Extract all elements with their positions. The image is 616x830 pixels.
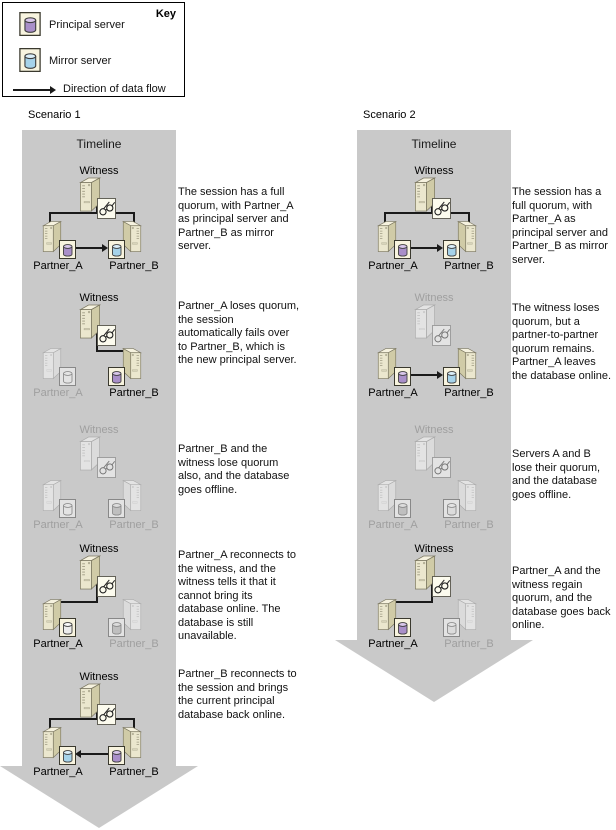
offline-database-icon: [59, 618, 76, 637]
witness-label: Witness: [414, 292, 454, 304]
partner-a-server-icon: [377, 348, 411, 386]
witness-label: Witness: [79, 165, 119, 177]
partner-a-server-icon: [42, 480, 76, 518]
witness-label: Witness: [79, 671, 119, 683]
partner-b-label: Partner_B: [444, 260, 494, 272]
server-tower-icon: [457, 221, 477, 253]
witness-server-icon: [414, 555, 451, 597]
server-tower-icon: [122, 480, 142, 512]
witness-glasses-icon: [97, 704, 116, 725]
scenario2-title: Scenario 2: [363, 109, 416, 121]
partner-b-label: Partner_B: [444, 519, 494, 531]
partner-b-server-icon: [108, 599, 142, 637]
principal-database-icon: [108, 618, 125, 637]
offline-database-icon: [59, 367, 76, 386]
mirror-database-icon: [443, 367, 460, 386]
mirror-database-icon: [443, 618, 460, 637]
partner-b-server-icon: [443, 221, 477, 259]
witness-server-icon: [414, 304, 451, 346]
partner-a-server-icon: [42, 221, 76, 259]
scenario2-stage3: [357, 424, 511, 536]
principal-database-icon: [394, 618, 411, 637]
scenario1-timeline-label: Timeline: [76, 137, 122, 151]
partner-a-label: Partner_A: [368, 260, 418, 272]
partner-b-label: Partner_B: [109, 260, 159, 272]
scenario1-stage1: [22, 165, 176, 277]
partner-b-server-icon: [108, 348, 142, 386]
principal-database-icon: [108, 367, 125, 386]
server-tower-icon: [457, 480, 477, 512]
partner-b-server-icon: [108, 727, 142, 765]
witness-label: Witness: [79, 292, 119, 304]
witness-label: Witness: [79, 424, 119, 436]
key-title: Key: [155, 8, 176, 20]
partner-b-server-icon: [443, 599, 477, 637]
stage-description: The session has a full quorum, with Partner_A as principal server and Partner_B as mirror server.: [512, 186, 608, 266]
witness-label: Witness: [414, 424, 454, 436]
partner-a-label: Partner_A: [33, 766, 83, 778]
witness-glasses-icon: [97, 325, 116, 346]
principal-database-icon: [394, 367, 411, 386]
partner-a-label: Partner_A: [368, 638, 418, 650]
witness-glasses-icon: [432, 457, 451, 478]
witness-label: Witness: [414, 165, 454, 177]
data-flow-arrow-icon: [13, 89, 51, 91]
witness-glasses-icon: [432, 198, 451, 219]
stage-description: Partner_B and the witness lose quorum also, and the database goes offline.: [178, 443, 290, 496]
witness-server-icon: [79, 177, 116, 219]
server-tower-icon: [457, 599, 477, 631]
stage-description: Partner_B reconnects to the session and brings the current principal database back online.: [178, 668, 297, 721]
partner-a-label: Partner_A: [33, 638, 83, 650]
mirror-database-icon: [443, 240, 460, 259]
partner-b-server-icon: [443, 348, 477, 386]
stage-description: The session has a full quorum, with Partner_A as principal server and Partner_B as mirror server.: [178, 186, 293, 252]
server-tower-icon: [122, 221, 142, 253]
witness-server-icon: [79, 436, 116, 478]
stage-description: Servers A and B lose their quorum, and the database goes offline.: [512, 448, 601, 501]
witness-server-icon: [414, 436, 451, 478]
key-box: [2, 2, 185, 97]
witness-server-icon: [79, 683, 116, 725]
offline-database-icon: [59, 499, 76, 518]
mirror-database-icon: [108, 240, 125, 259]
key-flow-label: Direction of data flow: [63, 83, 166, 95]
witness-server-icon: [414, 177, 451, 219]
partner-a-server-icon: [377, 480, 411, 518]
partner-b-server-icon: [108, 480, 142, 518]
partner-b-label: Partner_B: [444, 638, 494, 650]
partner-a-label: Partner_A: [33, 260, 83, 272]
stage-description: The witness loses quorum, but a partner-to-partner quorum remains. Partner_A leaves the database online.: [512, 302, 612, 382]
key-principal-label: Principal server: [49, 19, 125, 31]
witness-glasses-icon: [97, 457, 116, 478]
stage-description: Partner_A and the witness regain quorum, and the database goes back online.: [512, 565, 611, 631]
partner-a-server-icon: [377, 599, 411, 637]
server-tower-icon: [457, 348, 477, 380]
stage-description: Partner_A loses quorum, the session automatically fails over to Partner_B, which is the new principal server.: [178, 300, 300, 366]
server-tower-icon: [122, 727, 142, 759]
server-tower-icon: [122, 348, 142, 380]
principal-database-icon: [19, 12, 41, 36]
witness-glasses-icon: [97, 198, 116, 219]
partner-b-label: Partner_B: [444, 387, 494, 399]
key-mirror-label: Mirror server: [49, 55, 112, 67]
witness-server-icon: [79, 304, 116, 346]
scenario2-stage1: [357, 165, 511, 277]
witness-glasses-icon: [432, 325, 451, 346]
data-flow-arrowhead-icon: [50, 86, 56, 94]
mirror-database-icon: [59, 746, 76, 765]
partner-b-server-icon: [443, 480, 477, 518]
partner-a-label: Partner_A: [368, 519, 418, 531]
principal-database-icon: [108, 499, 125, 518]
partner-a-server-icon: [42, 727, 76, 765]
scenario1-stage3: [22, 424, 176, 536]
stage-description: Partner_A reconnects to the witness, and the witness tells it that it cannot bring its database online. The database is still unavailable.: [178, 549, 297, 642]
partner-a-label: Partner_A: [368, 387, 418, 399]
witness-label: Witness: [79, 543, 119, 555]
partner-b-label: Partner_B: [109, 638, 159, 650]
partner-b-label: Partner_B: [109, 387, 159, 399]
mirror-database-icon: [19, 48, 41, 72]
principal-database-icon: [59, 240, 76, 259]
witness-label: Witness: [414, 543, 454, 555]
scenario2-stage4: [357, 543, 511, 655]
partner-b-label: Partner_B: [109, 766, 159, 778]
scenario1-stage2: [22, 292, 176, 404]
partner-a-server-icon: [42, 348, 76, 386]
scenario1-title: Scenario 1: [28, 109, 81, 121]
mirror-database-icon: [443, 499, 460, 518]
scenario2-stage2: [357, 292, 511, 404]
witness-glasses-icon: [97, 576, 116, 597]
principal-database-icon: [394, 499, 411, 518]
scenario1-stage5: [22, 671, 176, 783]
witness-glasses-icon: [432, 576, 451, 597]
partner-a-server-icon: [377, 221, 411, 259]
server-tower-icon: [122, 599, 142, 631]
partner-a-label: Partner_A: [33, 387, 83, 399]
partner-b-label: Partner_B: [109, 519, 159, 531]
scenario1-stage4: [22, 543, 176, 655]
partner-a-label: Partner_A: [33, 519, 83, 531]
principal-database-icon: [108, 746, 125, 765]
scenario2-timeline-label: Timeline: [411, 137, 457, 151]
partner-a-server-icon: [42, 599, 76, 637]
witness-server-icon: [79, 555, 116, 597]
partner-b-server-icon: [108, 221, 142, 259]
principal-database-icon: [394, 240, 411, 259]
